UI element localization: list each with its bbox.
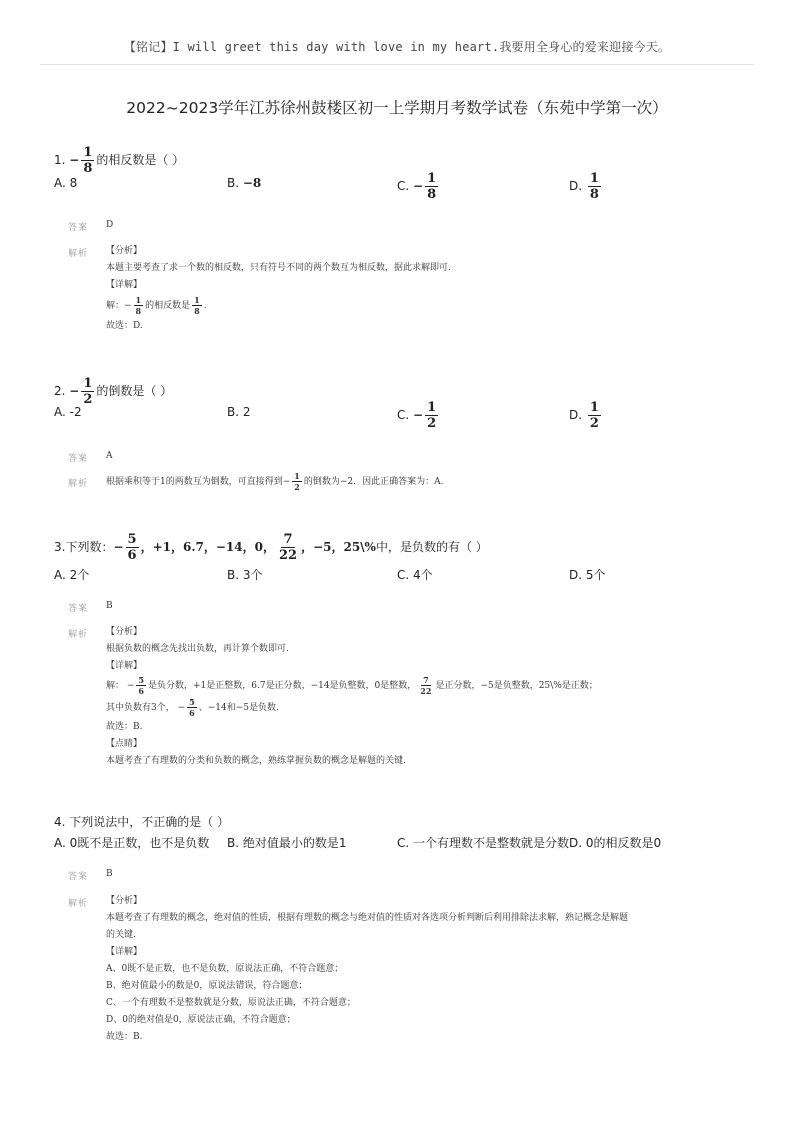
- analysis-line: 【分析】: [106, 246, 143, 256]
- option-letter: B.: [227, 405, 240, 419]
- option-b[interactable]: [227, 405, 251, 419]
- option-b[interactable]: [227, 566, 263, 583]
- fraction-denominator: 8: [589, 187, 599, 202]
- option-text: 0的相反数是0: [585, 836, 662, 850]
- analysis-line: 【详解】: [106, 947, 143, 957]
- analysis-line: 的关键.: [106, 930, 136, 940]
- option-fraction: [588, 172, 601, 201]
- option-fraction: [425, 172, 438, 201]
- fraction-denominator: 22: [420, 686, 432, 696]
- analysis-line: 故选：B.: [106, 722, 143, 732]
- stem-fraction: [126, 533, 139, 562]
- text: .: [203, 301, 207, 311]
- answer-value: B: [106, 869, 113, 879]
- analysis-label: 解析: [68, 249, 89, 259]
- option-a[interactable]: [54, 834, 209, 851]
- option-c[interactable]: [397, 834, 569, 851]
- fraction-denominator: 22: [278, 548, 298, 563]
- fraction-denominator: 2: [427, 416, 437, 431]
- text: 其中负数有3个， −: [106, 703, 186, 713]
- option-letter: D.: [569, 179, 583, 193]
- inline-fraction: [134, 296, 144, 315]
- analysis-label: 解析: [68, 479, 89, 489]
- analysis-line: 根据负数的概念先找出负数，再计算个数即可.: [106, 644, 289, 654]
- analysis-line: [106, 675, 598, 697]
- inline-fraction: [192, 296, 202, 315]
- exam-title: 2022~2023学年江苏徐州鼓楼区初一上学期月考数学试卷（东苑中学第一次）: [126, 99, 668, 117]
- fraction-numerator: 1: [589, 171, 599, 186]
- analysis-line: B、绝对值最小的数是0，原说法错误，符合题意；: [106, 981, 308, 991]
- option-letter: C.: [397, 836, 410, 850]
- text: 是正分数，−5是负整数，25\%是正数；: [435, 681, 598, 691]
- fraction-numerator: 5: [189, 697, 195, 707]
- fraction-denominator: 2: [294, 482, 300, 492]
- option-a[interactable]: [54, 176, 77, 190]
- option-b[interactable]: [227, 834, 347, 851]
- answer-label: 答案: [68, 454, 89, 464]
- option-d[interactable]: [569, 566, 606, 583]
- fraction-numerator: 1: [427, 400, 437, 415]
- option-text: 8: [69, 176, 78, 190]
- text: 是负分数，+1是正整数，6.7是正分数，−14是负整数，0是整数，: [147, 681, 417, 691]
- analysis-line: 【分析】: [106, 896, 143, 906]
- option-letter: A.: [54, 405, 66, 419]
- option-letter: A.: [54, 836, 66, 850]
- option-letter: D.: [569, 408, 583, 422]
- option-text: 2: [242, 405, 251, 419]
- option-text: 5个: [585, 568, 606, 582]
- option-letter: D.: [569, 836, 583, 850]
- question-text: 下列数：: [65, 540, 114, 554]
- option-letter: B.: [227, 568, 240, 582]
- fraction-numerator: 7: [283, 532, 293, 547]
- fraction-numerator: 1: [589, 400, 599, 415]
- option-text: 绝对值最小的数是1: [242, 836, 347, 850]
- question-number: 3.: [54, 540, 66, 554]
- fraction-numerator: 1: [427, 171, 437, 186]
- analysis-line: [106, 294, 451, 318]
- fraction-denominator: 8: [135, 306, 142, 316]
- option-fraction: [425, 401, 438, 430]
- option-letter: C.: [397, 179, 410, 193]
- text: 解： −: [106, 681, 135, 691]
- fraction-numerator: 1: [135, 295, 142, 305]
- fraction-numerator: 7: [423, 675, 429, 685]
- question-2-stem: [54, 377, 172, 406]
- question-1-stem: [54, 146, 184, 175]
- analysis-block: [106, 893, 628, 1046]
- analysis-line: 【点睛】: [106, 739, 143, 749]
- analysis-line: 故选：B.: [106, 1032, 143, 1042]
- option-c[interactable]: [397, 401, 440, 430]
- fraction-sign: −: [413, 179, 424, 193]
- option-text: −8: [242, 176, 262, 190]
- option-letter: C.: [397, 408, 410, 422]
- inline-fraction: [136, 676, 146, 695]
- fraction-sign: −: [113, 540, 124, 554]
- page-motto: 【铭记】I will greet this day with love in my heart.我要用全身心的爱来迎接今天。: [123, 40, 671, 54]
- option-a[interactable]: [54, 566, 89, 583]
- question-text: 中，是负数的有（ ）: [375, 540, 488, 554]
- analysis-line: 本题考查了有理数的分类和负数的概念，熟练掌握负数的概念是解题的关键.: [106, 756, 406, 766]
- option-letter: C.: [397, 568, 410, 582]
- option-c[interactable]: [397, 172, 440, 201]
- analysis-line: 【详解】: [106, 280, 143, 290]
- analysis-line: D、0的绝对值是0，原说法正确，不符合题意；: [106, 1015, 296, 1025]
- fraction-sign: −: [69, 153, 80, 167]
- option-text: 一个有理数不是整数就是分数: [413, 836, 570, 850]
- text: 根据乘积等于1的两数互为倒数，可直接得到−: [106, 477, 291, 487]
- option-text: 2个: [69, 568, 90, 582]
- option-text: -2: [69, 405, 82, 419]
- option-letter: A.: [54, 568, 66, 582]
- fraction-sign: −: [69, 384, 80, 398]
- option-letter: A.: [54, 176, 66, 190]
- header-divider: [40, 64, 754, 65]
- analysis-line: 本题考查了有理数的概念，绝对值的性质，根据有理数的概念与绝对值的性质对各选项分析判断后利用排除法求解，熟记概念是解题: [106, 913, 629, 923]
- option-fraction: [588, 401, 601, 430]
- analysis-line: A、0既不是正数，也不是负数，原说法正确，不符合题意；: [106, 964, 344, 974]
- inline-fraction: [292, 472, 302, 491]
- answer-value: D: [106, 220, 114, 230]
- inline-fraction: [187, 698, 197, 717]
- option-d[interactable]: [569, 401, 603, 430]
- analysis-line: 【详解】: [106, 661, 143, 671]
- fraction-denominator: 2: [589, 416, 599, 431]
- analysis-line: [106, 470, 444, 494]
- question-number: 4.: [54, 815, 66, 829]
- option-c[interactable]: [397, 566, 433, 583]
- analysis-label: 解析: [68, 899, 89, 909]
- fraction-denominator: 6: [189, 708, 195, 718]
- fraction-denominator: 2: [83, 392, 93, 407]
- text: 的倒数为−2．因此正确答案为：A.: [303, 477, 444, 487]
- option-d[interactable]: [569, 172, 603, 201]
- text: 的相反数是: [145, 301, 191, 311]
- answer-label: 答案: [68, 872, 89, 882]
- option-letter: B.: [227, 836, 240, 850]
- stem-fraction: [81, 377, 94, 406]
- analysis-line: 本题主要考查了求一个数的相反数，只有符号不同的两个数互为相反数，据此求解即可.: [106, 263, 451, 273]
- question-text: 下列说法中，不正确的是（ ）: [69, 815, 230, 829]
- option-text: 3个: [242, 568, 263, 582]
- question-4-stem: [54, 813, 229, 830]
- fraction-denominator: 6: [138, 686, 144, 696]
- analysis-block: [106, 624, 598, 770]
- analysis-line: 故选：D.: [106, 321, 143, 331]
- option-text: 4个: [413, 568, 433, 582]
- analysis-line: 【分析】: [106, 627, 143, 637]
- fraction-denominator: 6: [127, 548, 137, 563]
- fraction-denominator: 8: [427, 187, 437, 202]
- answer-value: A: [106, 451, 113, 461]
- answer-value: B: [106, 601, 113, 611]
- option-letter: D.: [569, 568, 583, 582]
- fraction-sign: −: [413, 408, 424, 422]
- fraction-numerator: 1: [294, 471, 300, 481]
- inline-fraction: [418, 676, 433, 695]
- fraction-numerator: 1: [194, 295, 200, 305]
- analysis-label: 解析: [68, 630, 89, 640]
- fraction-numerator: 1: [83, 376, 93, 391]
- question-text: 的相反数是（ ）: [96, 153, 185, 167]
- text: 解：−: [106, 301, 132, 311]
- fraction-numerator: 5: [138, 675, 144, 685]
- number-list: ，−5，25\%: [301, 540, 376, 554]
- analysis-line: [106, 697, 598, 719]
- number-list: ，+1，6.7，−14，0，: [140, 540, 275, 554]
- fraction-numerator: 5: [127, 532, 137, 547]
- stem-fraction: [277, 533, 299, 562]
- analysis-line: C、一个有理数不是整数就是分数，原说法正确，不符合题意；: [106, 998, 356, 1008]
- stem-fraction: [81, 146, 94, 175]
- question-text: 的倒数是（ ）: [96, 384, 173, 398]
- fraction-denominator: 8: [194, 306, 200, 316]
- option-letter: B.: [227, 176, 240, 190]
- fraction-numerator: 1: [83, 145, 93, 160]
- option-b[interactable]: [227, 176, 261, 190]
- analysis-block: [106, 470, 444, 494]
- analysis-block: [106, 243, 451, 335]
- fraction-denominator: 8: [83, 161, 93, 176]
- question-3-stem: [54, 533, 488, 562]
- option-a[interactable]: [54, 405, 82, 419]
- option-text: 0既不是正数，也不是负数: [69, 836, 210, 850]
- text: 、−14和−5是负数.: [198, 703, 279, 713]
- answer-label: 答案: [68, 604, 89, 614]
- option-d[interactable]: [569, 834, 661, 851]
- question-number: 1.: [54, 153, 66, 167]
- question-number: 2.: [54, 384, 66, 398]
- answer-label: 答案: [68, 223, 89, 233]
